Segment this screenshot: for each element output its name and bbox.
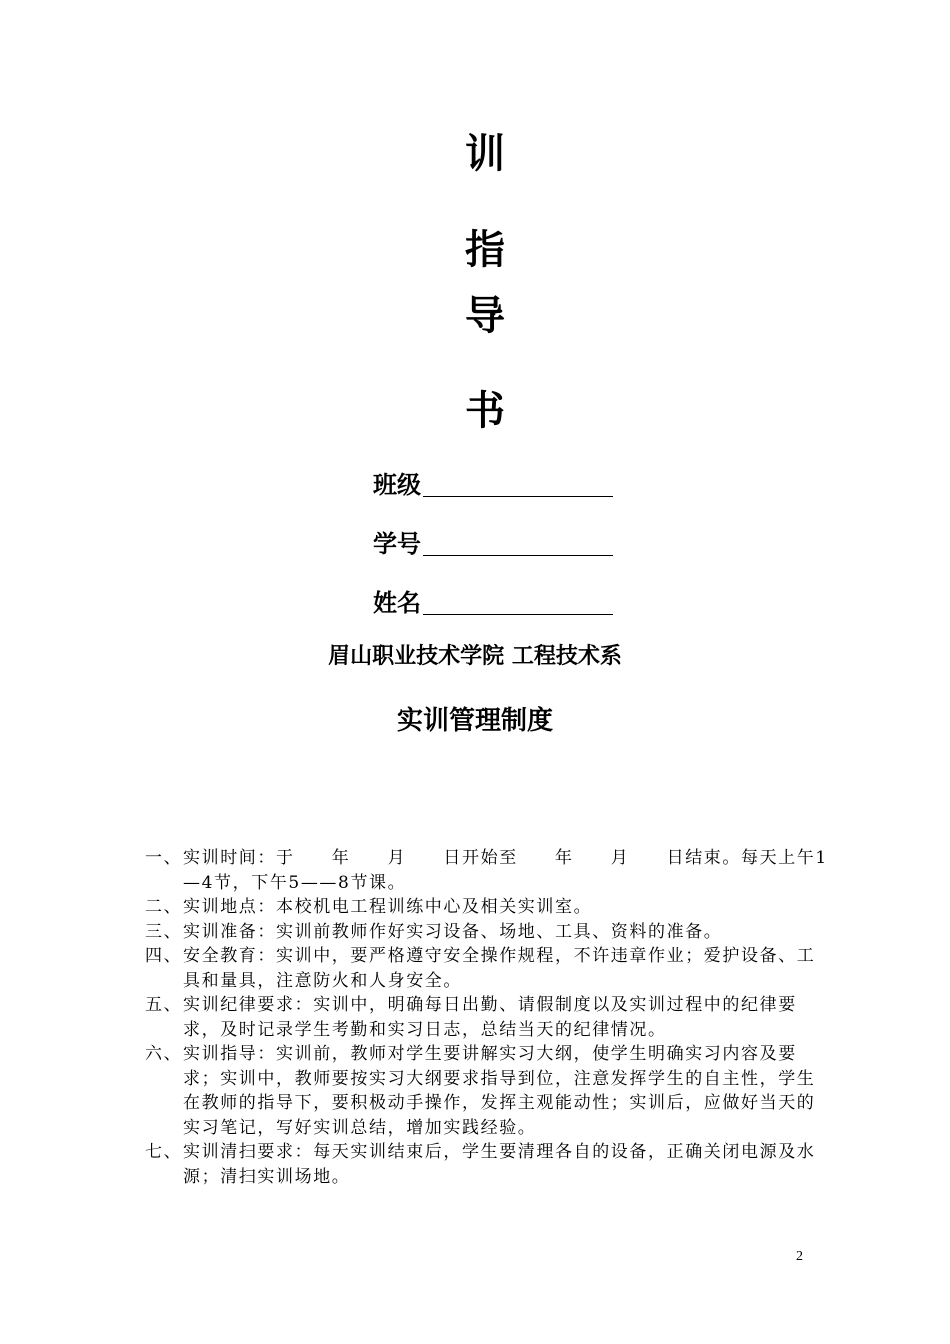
regulation-item xyxy=(145,920,830,945)
regulations-list xyxy=(145,846,830,1189)
regulation-text: 实训指导：实训前，教师对学生要讲解实习大纲，使学生明确实习内容及要求；实训中，教师要按实习大纲要求指导到位，注意发挥学生的自主性，学生在教师的指导下，要积极动手操作，发挥主观能动性；实训后，应做好当天的实习笔记，写好实训总结，增加实践经验。 xyxy=(183,1044,816,1138)
title-char-4: 书 xyxy=(465,388,505,434)
regulation-number: 四、 xyxy=(145,946,183,966)
regulation-number: 七、 xyxy=(145,1142,183,1162)
name-label: 姓名 xyxy=(373,589,421,617)
regulation-number: 二、 xyxy=(145,897,183,917)
name-blank-line[interactable] xyxy=(423,614,613,615)
regulation-item xyxy=(145,846,830,895)
name-field xyxy=(373,584,613,618)
class-field xyxy=(373,466,613,500)
student-number-blank-line[interactable] xyxy=(423,555,613,556)
regulation-item xyxy=(145,1042,830,1140)
regulations-title: 实训管理制度 xyxy=(396,706,553,736)
regulation-number: 一、 xyxy=(145,848,183,868)
regulation-text: 实训纪律要求：实训中，明确每日出勤、请假制度以及实训过程中的纪律要求，及时记录学生考勤和实习日志，总结当天的纪律情况。 xyxy=(183,995,797,1040)
regulation-item xyxy=(145,895,830,920)
student-number-field xyxy=(373,525,613,559)
regulation-number: 五、 xyxy=(145,995,183,1015)
regulation-text: 实训清扫要求：每天实训结束后，学生要清理各自的设备，正确关闭电源及水源；清扫实训场地。 xyxy=(183,1142,816,1187)
title-char-1: 训 xyxy=(465,131,505,177)
regulation-number: 三、 xyxy=(145,921,183,942)
regulation-number: 六、 xyxy=(145,1044,183,1064)
college-name: 眉山职业技术学院 工程技术系 xyxy=(328,644,622,669)
regulation-item xyxy=(145,944,830,993)
page-number: 2 xyxy=(796,1249,803,1264)
class-label: 班级 xyxy=(373,471,421,499)
regulation-text: 实训时间：于 年 月 日开始至 年 月 日结束。每天上午1—4节，下午5——8节课。 xyxy=(183,848,828,893)
title-char-2: 指 xyxy=(465,227,505,273)
regulation-text: 实训准备：实训前教师作好实习设备、场地、工具、资料的准备。 xyxy=(183,921,723,942)
regulation-item xyxy=(145,993,830,1042)
regulation-text: 安全教育：实训中，要严格遵守安全操作规程，不许违章作业；爱护设备、工具和量具，注意防火和人身安全。 xyxy=(183,946,816,991)
class-blank-line[interactable] xyxy=(423,496,613,497)
title-char-3: 导 xyxy=(465,293,505,339)
regulation-text: 实训地点：本校机电工程训练中心及相关实训室。 xyxy=(183,897,593,917)
regulation-item xyxy=(145,1140,830,1189)
student-number-label: 学号 xyxy=(373,530,421,558)
